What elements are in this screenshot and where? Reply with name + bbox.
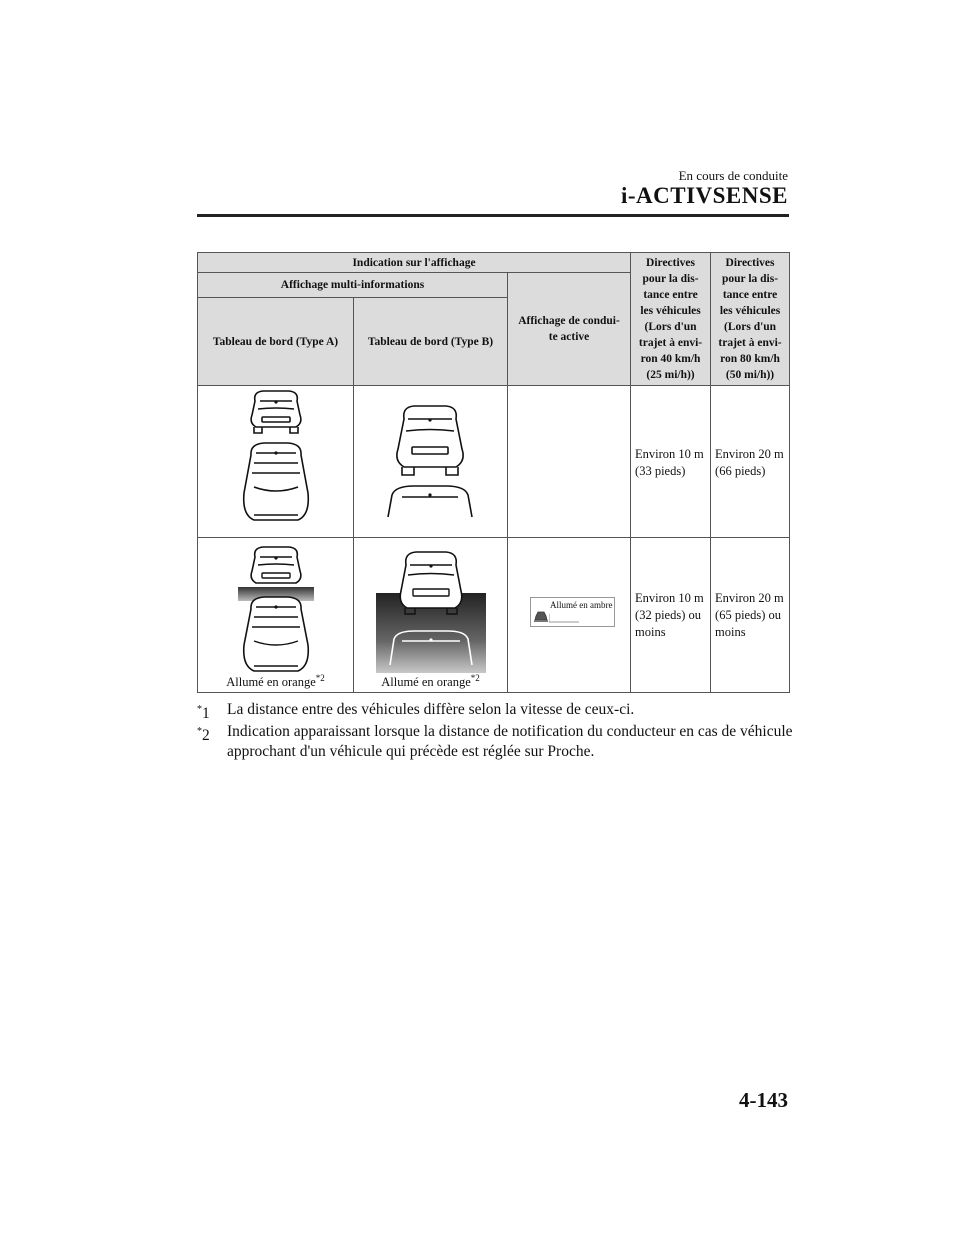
type-b-close-image (354, 538, 508, 693)
indication-header: Indication sur l'affichage (198, 253, 631, 273)
active-display-normal-cell (508, 386, 631, 538)
distance-40-normal: Environ 10 m (33 pieds) (631, 386, 711, 538)
amber-label: Allumé en ambre (550, 600, 613, 610)
chapter-title: i-ACTIVSENSE (620, 183, 788, 208)
car-rear-icon (388, 486, 472, 517)
car-rear-icon (251, 391, 301, 433)
car-warning-icon (533, 610, 549, 624)
active-driving-display-indicator (530, 597, 615, 627)
guideline-80-header: Directives pour la dis- tance entre les véhicules (Lors d'un trajet à envi- ron 80 km/h (50 mi/h)) (711, 253, 790, 386)
caption-type-b: Allumé en orange$^{*2}$ (381, 672, 480, 689)
guideline-40-header: Directives pour la dis- tance entre les véhicules (Lors d'un trajet à envi- ron 40 km/h (25 mi/h)) (631, 253, 711, 386)
footnotes (197, 700, 797, 764)
type-a-close-image (198, 538, 354, 693)
distance-80-close: Environ 20 m (65 pieds) ou moins (711, 538, 790, 693)
section-name: En cours de conduite (678, 168, 788, 183)
type-a-header: Tableau de bord (Type A) (198, 298, 354, 386)
multi-info-header: Affichage multi-informations (198, 273, 508, 298)
distance-80-normal: Environ 20 m (66 pieds) (711, 386, 790, 538)
display-indication-table (197, 252, 790, 693)
active-display-header: Affichage de condui- te active (508, 273, 631, 386)
car-rear-icon (397, 406, 463, 475)
header-divider (197, 214, 789, 217)
footnote-1: *1 La distance entre des véhicules diffère selon la vitesse de ceux-ci. (197, 701, 635, 723)
type-b-header: Tableau de bord (Type B) (354, 298, 508, 386)
active-display-close-cell (508, 538, 631, 693)
type-b-normal-image (354, 386, 508, 538)
page-number: 4-143 (739, 1088, 788, 1112)
type-a-normal-image (198, 386, 354, 538)
caption-type-a: Allumé en orange$^{*2}$ (226, 672, 325, 689)
distance-40-close: Environ 10 m (32 pieds) ou moins (631, 538, 711, 693)
footnote-2: *2 Indication apparaissant lorsque la distance de notification du conducteur en cas de véhicule approchant d'un véhicule qui précède est réglée sur Proche. (197, 723, 793, 760)
car-rear-icon (400, 552, 462, 608)
